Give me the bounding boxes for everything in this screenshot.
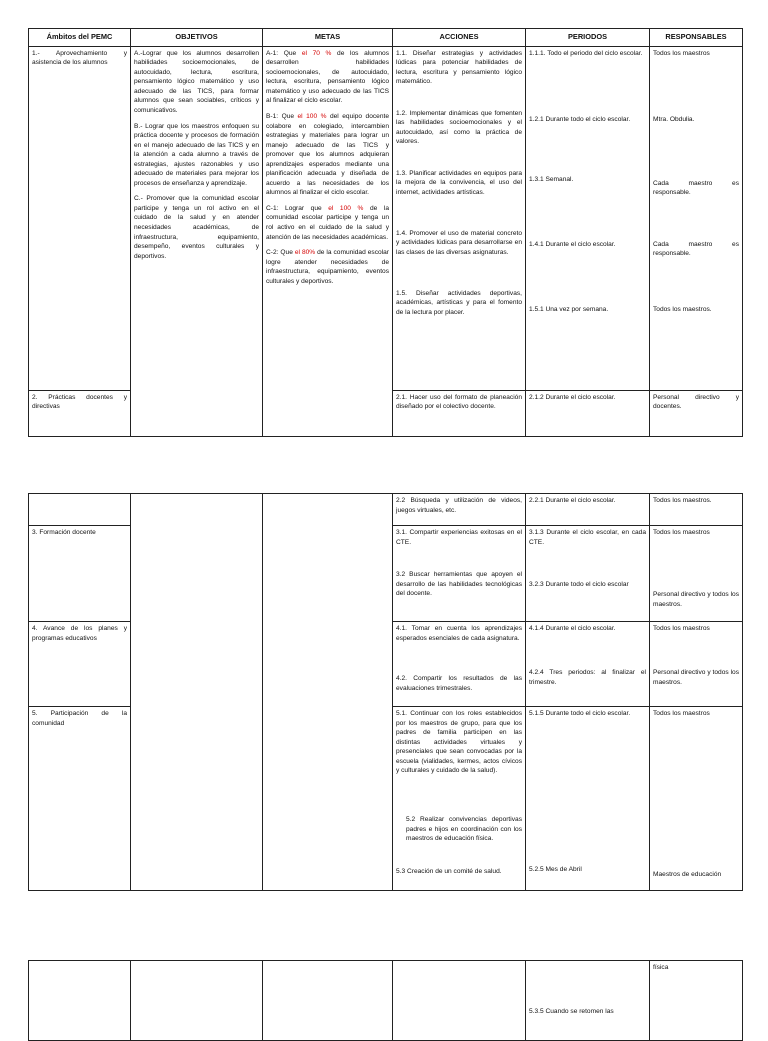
objetivos-cont-2 xyxy=(131,961,263,1041)
periodo-5-1: 5.1.5 Durante todo el ciclo escolar. xyxy=(529,710,631,717)
objetivo-c: C.- Promover que la comunidad escolar participe y tenga un rol activo en el cuidado de la salud y en atender necesidades académicas, de infraestructura, equipamiento, desempeño, eventos culturales y deportivos. xyxy=(134,195,259,260)
responsable-3-2: Personal directivo y todos los maestros. xyxy=(653,591,739,608)
accion-1-5: 1.5. Diseñar actividades deportivas, académicas, artísticas y para el fomento de la lectura por placer. xyxy=(396,289,522,316)
responsables-1-cell xyxy=(650,46,743,390)
accion-2-1: 2.1. Hacer uso del formato de planeación diseñado por el colectivo docente. xyxy=(396,393,522,411)
periodo-5-2: 5.2.5 Mes de Abril xyxy=(529,866,582,873)
header-acciones: ACCIONES xyxy=(393,29,526,47)
accion-2-2: 2.2 Búsqueda y utilización de videos, juegos virtuales, etc. xyxy=(396,497,522,514)
accion-1-3: 1.3. Planificar actividades en equipos para la mejora de la convivencia, el uso del internet, actividades artísticas. xyxy=(396,169,522,196)
responsable-2-1-cell xyxy=(650,390,743,436)
accion-3-1: 3.1. Compartir experiencias exitosas en el CTE. xyxy=(396,529,522,546)
meta-b1: B-1: Que el 100 % del equipo docente colabore en colegiado, intercambien estrategias y materiales para lograr un manejo adecuado de las TICS y promover que los alumnos adquieran aprendizajes esperados mediante una planificación adecuada y diseñada de acuerdo a las necesidades de los alumnos al finalizar el ciclo escolar. xyxy=(266,113,389,197)
responsable-4-1: Todos los maestros xyxy=(653,625,710,632)
periodo-3-2: 3.2.3 Durante todo el ciclo escolar xyxy=(529,581,629,588)
meta-a1: A-1: Que el 70 % de los alumnos desarrollen habilidades socioemocionales, de autocuidado, lectura, escritura, pensamiento lógico matemático y uso adecuado de las TICS al finalizar el ciclo escolar. xyxy=(266,49,389,105)
header-objetivos: OBJETIVOS xyxy=(131,29,263,47)
responsable-5-2: Maestros de educación xyxy=(653,871,722,878)
pemc-table-page-2 xyxy=(28,493,743,891)
meta-c1: C-1: Lograr que el 100 % de la comunidad escolar participe y tenga un rol activo en el cuidado de la salud y atención de las necesidades académicas. xyxy=(266,204,389,241)
responsable-5-2-cont: física xyxy=(653,964,669,971)
ambito-5-cont xyxy=(29,961,131,1041)
periodo-2-1-cell xyxy=(526,390,650,436)
responsable-2-2: Todos los maestros. xyxy=(653,497,712,504)
header-responsables: RESPONSABLES xyxy=(650,29,743,47)
responsable-1-4: Cada maestro es responsable. xyxy=(653,240,739,258)
periodo-2-1: 2.1.2 Durante el ciclo escolar. xyxy=(529,393,616,401)
objetivos-cell xyxy=(131,46,263,436)
ambito-2-cont xyxy=(29,494,131,526)
periodo-2-2: 2.2.1 Durante el ciclo escolar. xyxy=(529,497,616,504)
periodo-5-3: 5.3.5 Cuando se retomen las xyxy=(529,1008,614,1015)
periodos-1-cell xyxy=(526,46,650,390)
accion-5-3: 5.3 Creación de un comité de salud. xyxy=(396,868,502,875)
header-ambitos: Ámbitos del PEMC xyxy=(29,29,131,47)
pemc-table-page-3 xyxy=(28,960,743,1041)
responsable-3-1: Todos los maestros xyxy=(653,529,710,536)
accion-2-1-cell xyxy=(393,390,526,436)
responsable-4-2: Personal directivo y todos los maestros. xyxy=(653,669,739,686)
objetivo-b: B.- Lograr que los maestros enfoquen su práctica docente y procesos de formación en el manejo adecuado de las TICS y en la atención a cada alumno a través de estrategias, ajustes razonables y uso adecuado de materiales para mejorar los procesos de enseñanza y aprendizaje. xyxy=(134,122,259,187)
pemc-table-page-1 xyxy=(28,28,743,437)
responsable-2-1: Personal directivo y docentes. xyxy=(653,393,739,411)
metas-cell xyxy=(263,46,393,436)
accion-1-4: 1.4. Promover el uso de material concreto y actividades lúdicas para desarrollarse en las clases de las diversas asignaturas. xyxy=(396,229,522,256)
responsable-1-1: Todos los maestros xyxy=(653,49,710,57)
periodo-1-4: 1.4.1 Durante el ciclo escolar. xyxy=(529,240,616,248)
meta-c1-percent: el 100 % xyxy=(328,204,364,212)
meta-c2: C-2: Que el 80% de la comunidad escolar logre atender necesidades de infraestructura, equipamiento, eventos culturales y deportivos. xyxy=(266,249,389,285)
meta-b1-percent: el 100 % xyxy=(297,113,327,121)
periodo-3-1: 3.1.3 Durante el ciclo escolar, en cada CTE. xyxy=(529,529,646,546)
meta-a1-percent: el 70 % xyxy=(301,49,332,57)
accion-4-1: 4.1. Tomar en cuenta los aprendizajes esperados esenciales de cada asignatura. xyxy=(396,625,522,642)
periodo-1-2: 1.2.1 Durante todo el ciclo escolar. xyxy=(529,115,631,123)
periodo-4-1: 4.1.4 Durante el ciclo escolar. xyxy=(529,625,616,632)
responsable-5-1: Todos los maestros xyxy=(653,710,710,717)
ambito-1-cell xyxy=(29,46,131,390)
responsable-1-5: Todos los maestros. xyxy=(653,305,712,313)
acciones-1-cell xyxy=(393,46,526,390)
accion-1-1: 1.1. Diseñar estrategias y actividades lúdicas para potenciar habilidades de lectura, escritura y pensamiento lógico matemático. xyxy=(396,49,522,86)
meta-c2-percent: el 80% xyxy=(294,249,316,257)
ambito-3: 3. Formación docente xyxy=(32,529,96,536)
ambito-4: 4. Avance de los planes y programas educativos xyxy=(32,625,127,642)
accion-4-2: 4.2. Compartir los resultados de las evaluaciones trimestrales. xyxy=(396,675,522,692)
ambito-2: 2. Prácticas docentes y directivas xyxy=(32,393,127,411)
metas-cont-2 xyxy=(263,961,393,1041)
periodo-1-1: 1.1.1. Todo el periodo del ciclo escolar. xyxy=(529,49,643,57)
accion-5-2: 5.2 Realizar convivencias deportivas padres e hijos en coordinación con los maestros de educación física. xyxy=(406,816,522,843)
responsable-1-3: Cada maestro es responsable. xyxy=(653,179,739,197)
acciones-cont xyxy=(393,961,526,1041)
metas-cont xyxy=(263,494,393,891)
header-periodos: PERIODOS xyxy=(526,29,650,47)
ambito-1: 1.- Aprovechamiento y asistencia de los alumnos xyxy=(32,49,127,67)
accion-5-1: 5.1. Continuar con los roles establecidos por los maestros de grupo, para que los padres de familia participen en las distintas actividades virtuales y presenciales que sean convocadas por la escuela (vialidades, kermes, actos cívicos y culturales y cuidado de la salud). xyxy=(396,710,522,775)
objetivos-cont xyxy=(131,494,263,891)
header-metas: METAS xyxy=(263,29,393,47)
accion-3-2: 3.2 Buscar herramientas que apoyen el desarrollo de las habilidades tecnológicas del docente. xyxy=(396,571,522,598)
periodo-1-3: 1.3.1 Semanal. xyxy=(529,175,574,183)
ambito-5: 5. Participación de la comunidad xyxy=(32,710,127,727)
periodo-4-2: 4.2.4 Tres periodos: al finalizar el trimestre. xyxy=(529,669,646,686)
ambito-2-cell xyxy=(29,390,131,436)
periodo-1-5: 1.5.1 Una vez por semana. xyxy=(529,305,609,313)
objetivo-a: A.-Lograr que los alumnos desarrollen habilidades socioemocionales, de autocuidado, lectura, escritura, pensamiento lógico matemático y uso adecuado de las TICS, para formar alumnos que sean sociables, críticos y comunicativos. xyxy=(134,49,259,115)
accion-1-2: 1.2. Implementar dinámicas que fomenten las habilidades socioemocionales y el autocuidado, así como la práctica de valores. xyxy=(396,109,522,146)
responsable-1-2: Mtra. Obdulia. xyxy=(653,115,695,123)
